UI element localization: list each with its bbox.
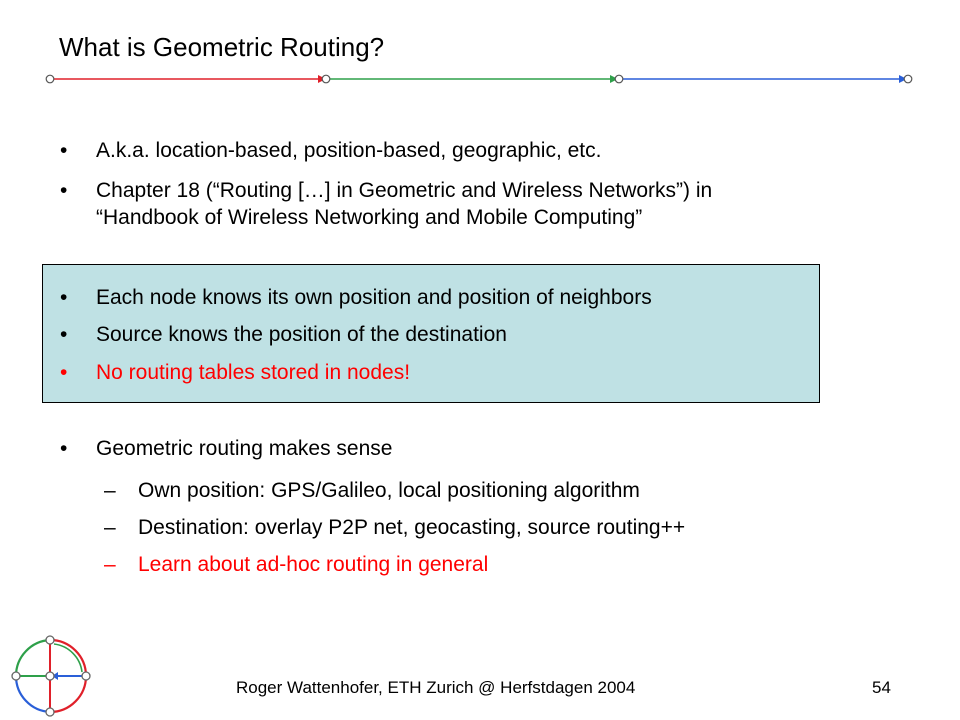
slide-footer: Roger Wattenhofer, ETH Zurich @ Herfstdagen 2004 — [236, 678, 636, 697]
bullet-dot: • — [60, 286, 68, 309]
bullet-dot: • — [60, 437, 68, 460]
bullet-dot: • — [60, 361, 68, 384]
sub-dash: – — [104, 516, 116, 539]
bullet-text: Source knows the position of the destination — [96, 323, 507, 346]
bullet-text: Each node knows its own position and position of neighbors — [96, 286, 652, 309]
sub-dash: – — [104, 479, 116, 502]
bullet-dot: • — [60, 139, 68, 162]
eth-dcg-routing-logo-icon — [10, 634, 94, 718]
bullet-text: No routing tables stored in nodes! — [96, 361, 411, 384]
bullet-text-line2: “Handbook of Wireless Networking and Mobile Computing” — [96, 206, 643, 229]
bullet-dot: • — [60, 323, 68, 346]
sub-text: Own position: GPS/Galileo, local positioning algorithm — [138, 479, 640, 502]
bullet-dot: • — [60, 179, 68, 202]
sub-dash: – — [104, 553, 116, 576]
sub-text: Learn about ad-hoc routing in general — [138, 553, 489, 576]
sub-text: Destination: overlay P2P net, geocasting, source routing++ — [138, 516, 686, 539]
bullet-text: A.k.a. location-based, position-based, geographic, etc. — [96, 139, 602, 162]
page-number: 54 — [872, 678, 891, 697]
routing-arrows-rule-icon — [0, 0, 960, 100]
slide-title: What is Geometric Routing? — [59, 32, 385, 62]
bullet-text: Geometric routing makes sense — [96, 437, 393, 460]
bullet-text-line1: Chapter 18 (“Routing […] in Geometric and Wireless Networks”) in — [96, 179, 713, 202]
